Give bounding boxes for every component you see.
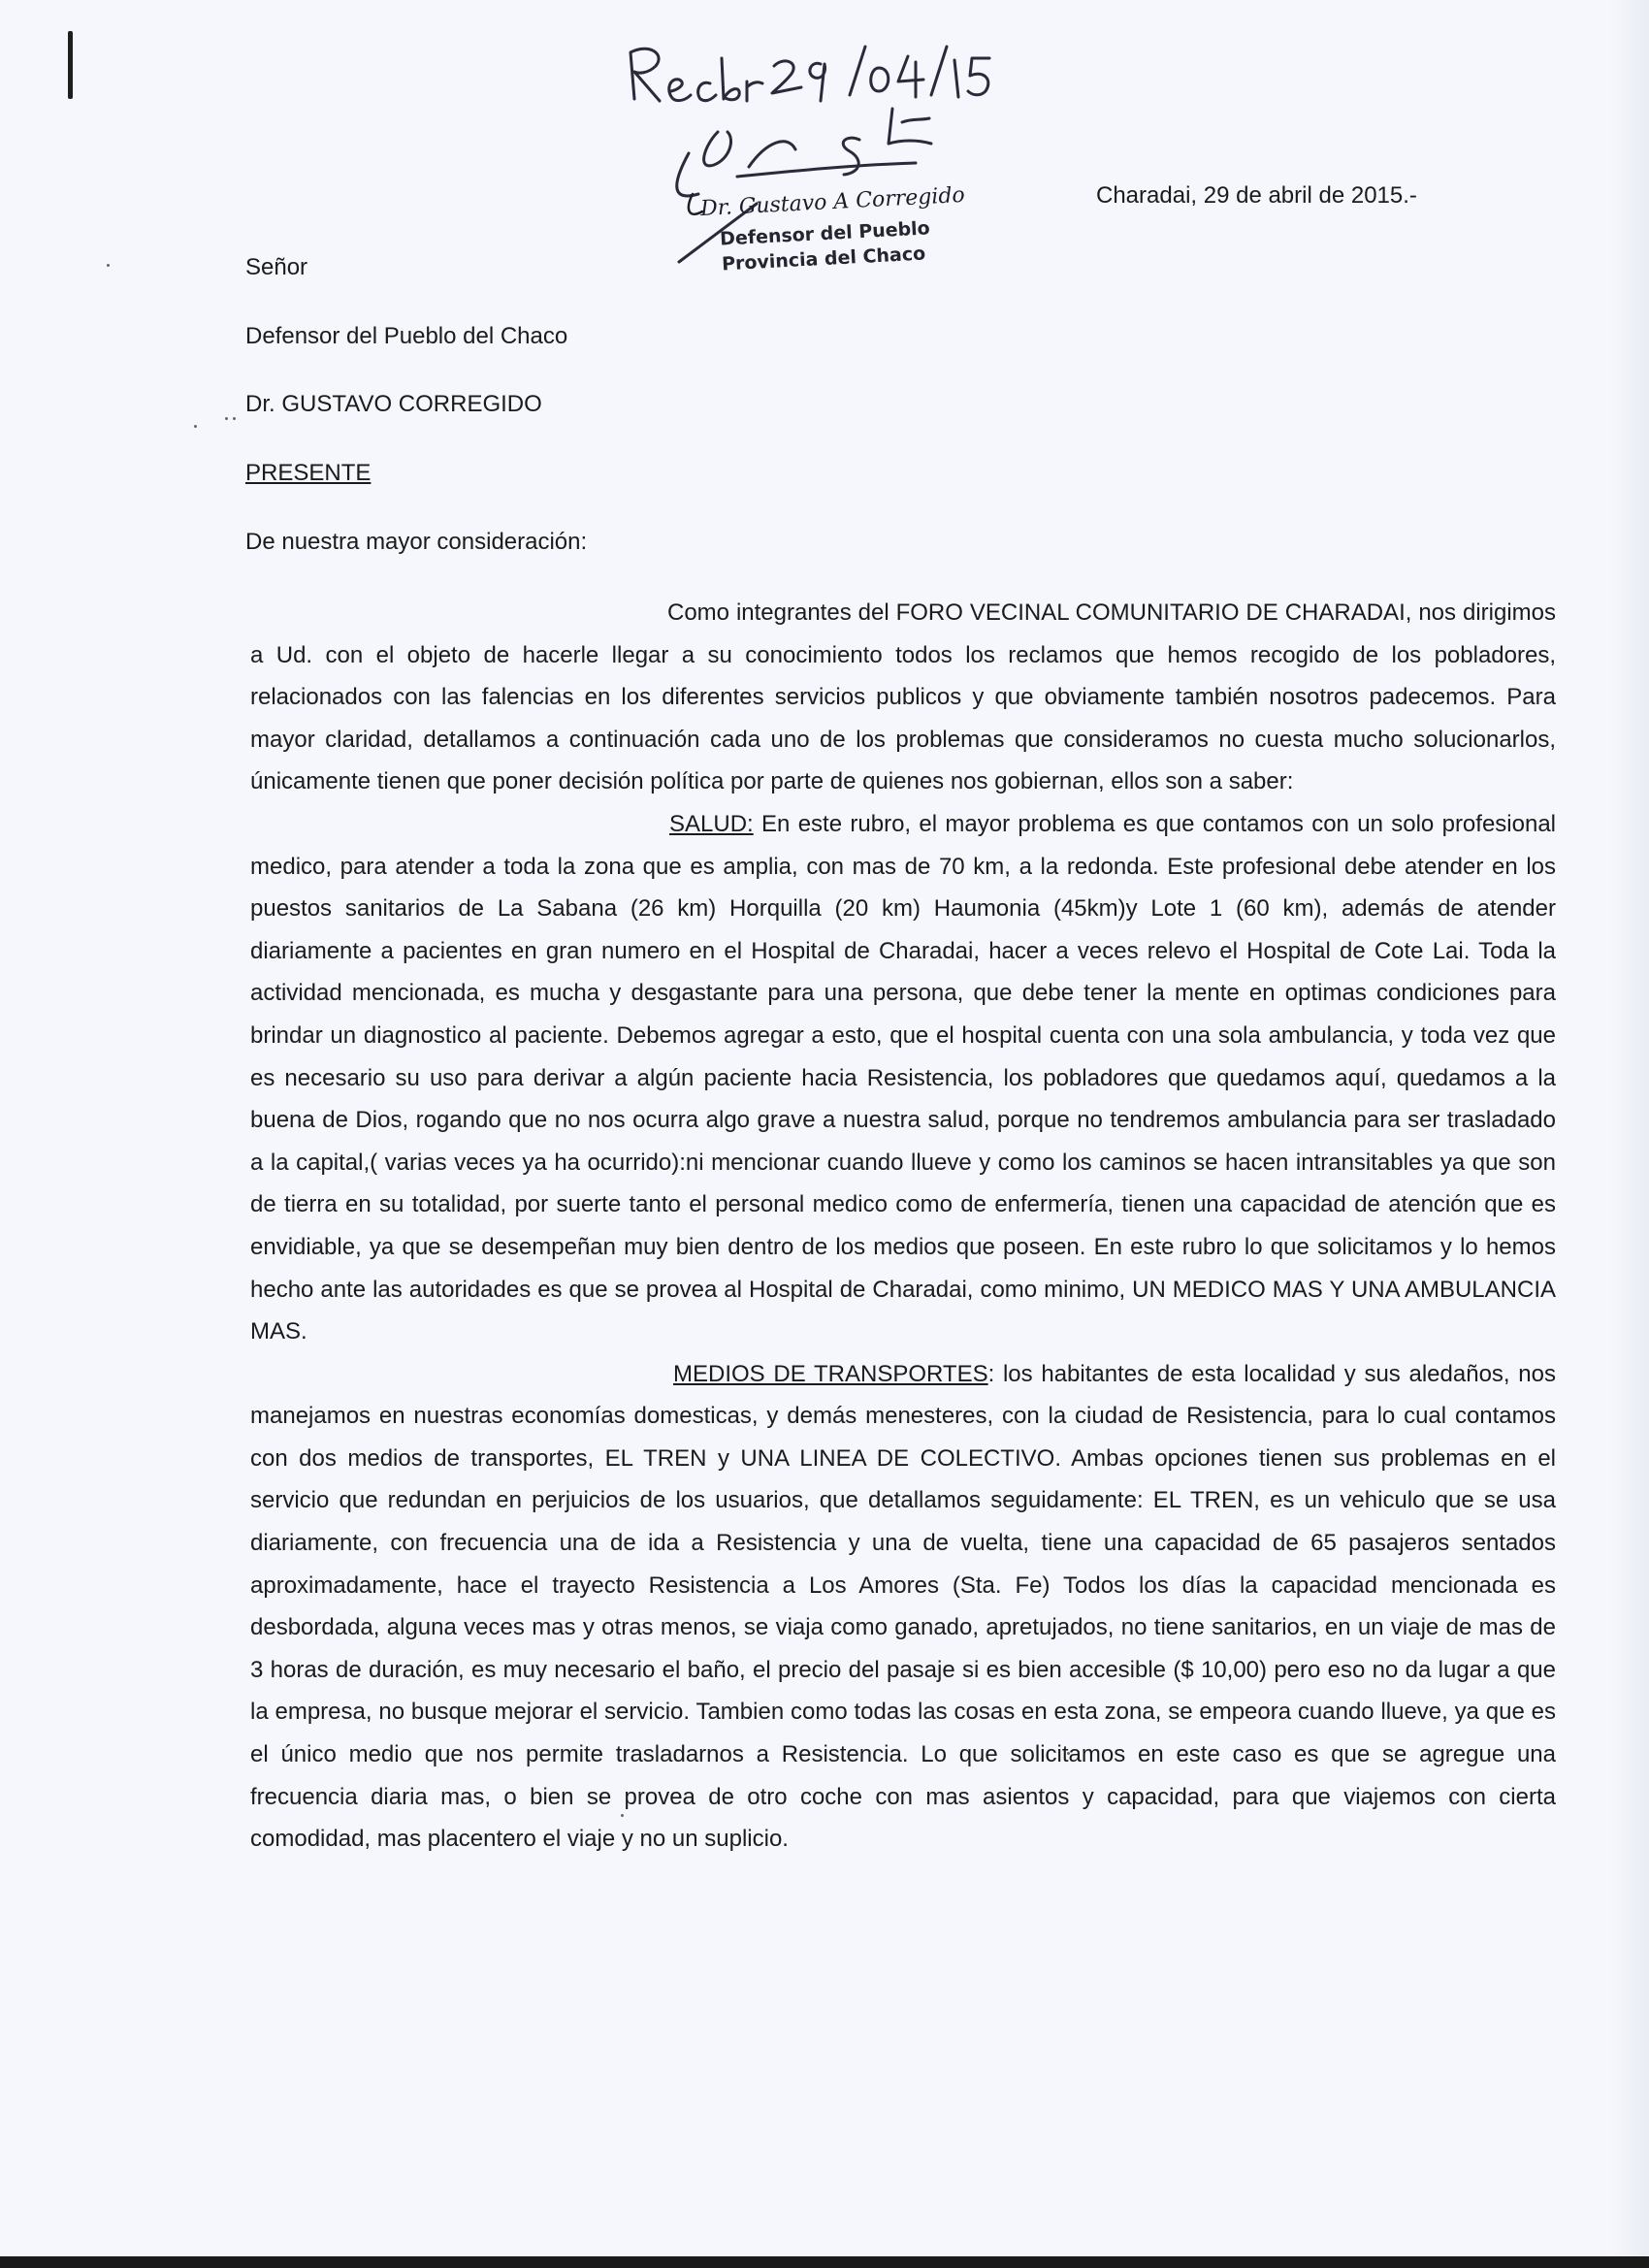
scan-bottom-edge — [0, 2256, 1649, 2268]
letter-body — [250, 592, 1556, 1861]
scan-edge-shadow — [1610, 0, 1649, 2268]
presente-heading: PRESENTE — [245, 460, 372, 486]
salud-heading: SALUD: — [669, 810, 754, 837]
stamp-title: Defensor del Pueblo — [719, 217, 931, 250]
greeting: De nuestra mayor consideración: — [245, 529, 588, 555]
scan-speck — [233, 417, 236, 420]
transporte-paragraph — [250, 1353, 1556, 1861]
scan-speck — [194, 425, 197, 428]
intro-paragraph: Como integrantes del FORO VECINAL COMUNITARIO DE CHARADAI, nos dirigimos a Ud. con el objeto de hacerle llegar a su conocimiento todos los reclamos que hemos recogido de los pobladores, relacionados con las falencias en los diferentes servicios publicos y que obviamente también nosotros padecemos. Para mayor claridad, detallamos a continuación cada uno de los problemas que consideramos no cuesta mucho solucionarlos, únicamente tienen que poner decisión política por parte de quienes nos gobiernan, ellos son a saber: — [250, 599, 1556, 795]
salud-paragraph — [250, 803, 1556, 1353]
transporte-text: : los habitantes de esta localidad y sus aledaños, nos manejamos en nuestras economías domesticas, y demás menesteres, con la ciudad de Resistencia, para lo cual contamos con dos medios de transportes, EL TREN y UNA LINEA DE COLECTIVO. Ambas opciones tienen sus problemas en el servicio que redundan en perjuicios de los usuarios, que detallamos seguidamente: EL TREN, es un vehiculo que se usa diariamente, con frecuencia una de ida a Resistencia y una de vuelta, tiene una capacidad de 65 pasajeros sentados aproximadamente, hace el trayecto Resistencia a Los Amores (Sta. Fe) Todos los días la capacidad mencionada es desbordada, alguna veces mas y otras menos, se viaja como ganado, apretujados, no tiene sanitarios, en un viaje de mas de 3 horas de duración, es muy necesario el baño, el precio del pasaje si es bien accesible ($ 10,00) pero eso no da lugar a que la empresa, no busque mejorar el servicio. Tambien como todas las cosas en esta zona, se empeora cuando llueve, ya que es el único medio que nos permite trasladarnos a Resistencia. Lo que solicitamos en este caso es que se agregue una frecuencia diaria mas, o bien se provea de otro coche con mas asientos y capacidad, para que viajemos con cierta comodidad, mas placentero el viaje y no un suplicio. — [250, 1360, 1556, 1853]
scan-speck — [107, 264, 110, 267]
salutation-senor: Señor — [245, 254, 308, 280]
stamp-name: Dr. Gustavo A Corregido — [699, 182, 966, 222]
transporte-heading: MEDIOS DE TRANSPORTES — [673, 1360, 988, 1387]
letter-date: Charadai, 29 de abril de 2015.- — [1096, 182, 1417, 209]
stamp-province: Provincia del Chaco — [721, 243, 926, 275]
salud-text: En este rubro, el mayor problema es que contamos con un solo profesional medico, para atender a toda la zona que es amplia, con mas de 70 km, a la redonda. Este profesional debe atender en los puestos sanitarios de La Sabana (26 km) Horquilla (20 km) Haumonia (45km)y Lote 1 (60 km), además de atender diariamente a pacientes en gran numero en el Hospital de Charadai, hacer a veces relevo el Hospital de Cote Lai. Toda la actividad mencionada, es mucha y desgastante para una persona, que debe tener la mente en optimas condiciones para brindar un diagnostico al paciente. Debemos agregar a esto, que el hospital cuenta con una sola ambulancia, y toda vez que es necesario su uso para derivar a algún paciente hacia Resistencia, los pobladores que quedamos aquí, quedamos a la buena de Dios, rogando que no nos ocurra algo grave a nuestra salud, porque no tendremos ambulancia para ser trasladado a la capital,( varias veces ya ha ocurrido):ni mencionar cuando llueve y como los caminos se hacen intransitables ya que son de tierra en su totalidad, por suerte tanto el personal medico como de enfermería, tienen una capacidad de atención que es envidiable, ya que se desempeñan muy bien dentro de los medios que poseen. En este rubro lo que solicitamos y lo hemos hecho ante las autoridades es que se provea al Hospital de Charadai, como minimo, UN MEDICO MAS Y UNA AMBULANCIA MAS. — [250, 810, 1556, 1345]
salutation-office: Defensor del Pueblo del Chaco — [245, 323, 568, 349]
salutation-name: Dr. GUSTAVO CORREGIDO — [245, 391, 542, 417]
margin-mark — [68, 31, 73, 99]
scan-speck — [225, 417, 228, 420]
official-stamp — [621, 39, 1028, 291]
